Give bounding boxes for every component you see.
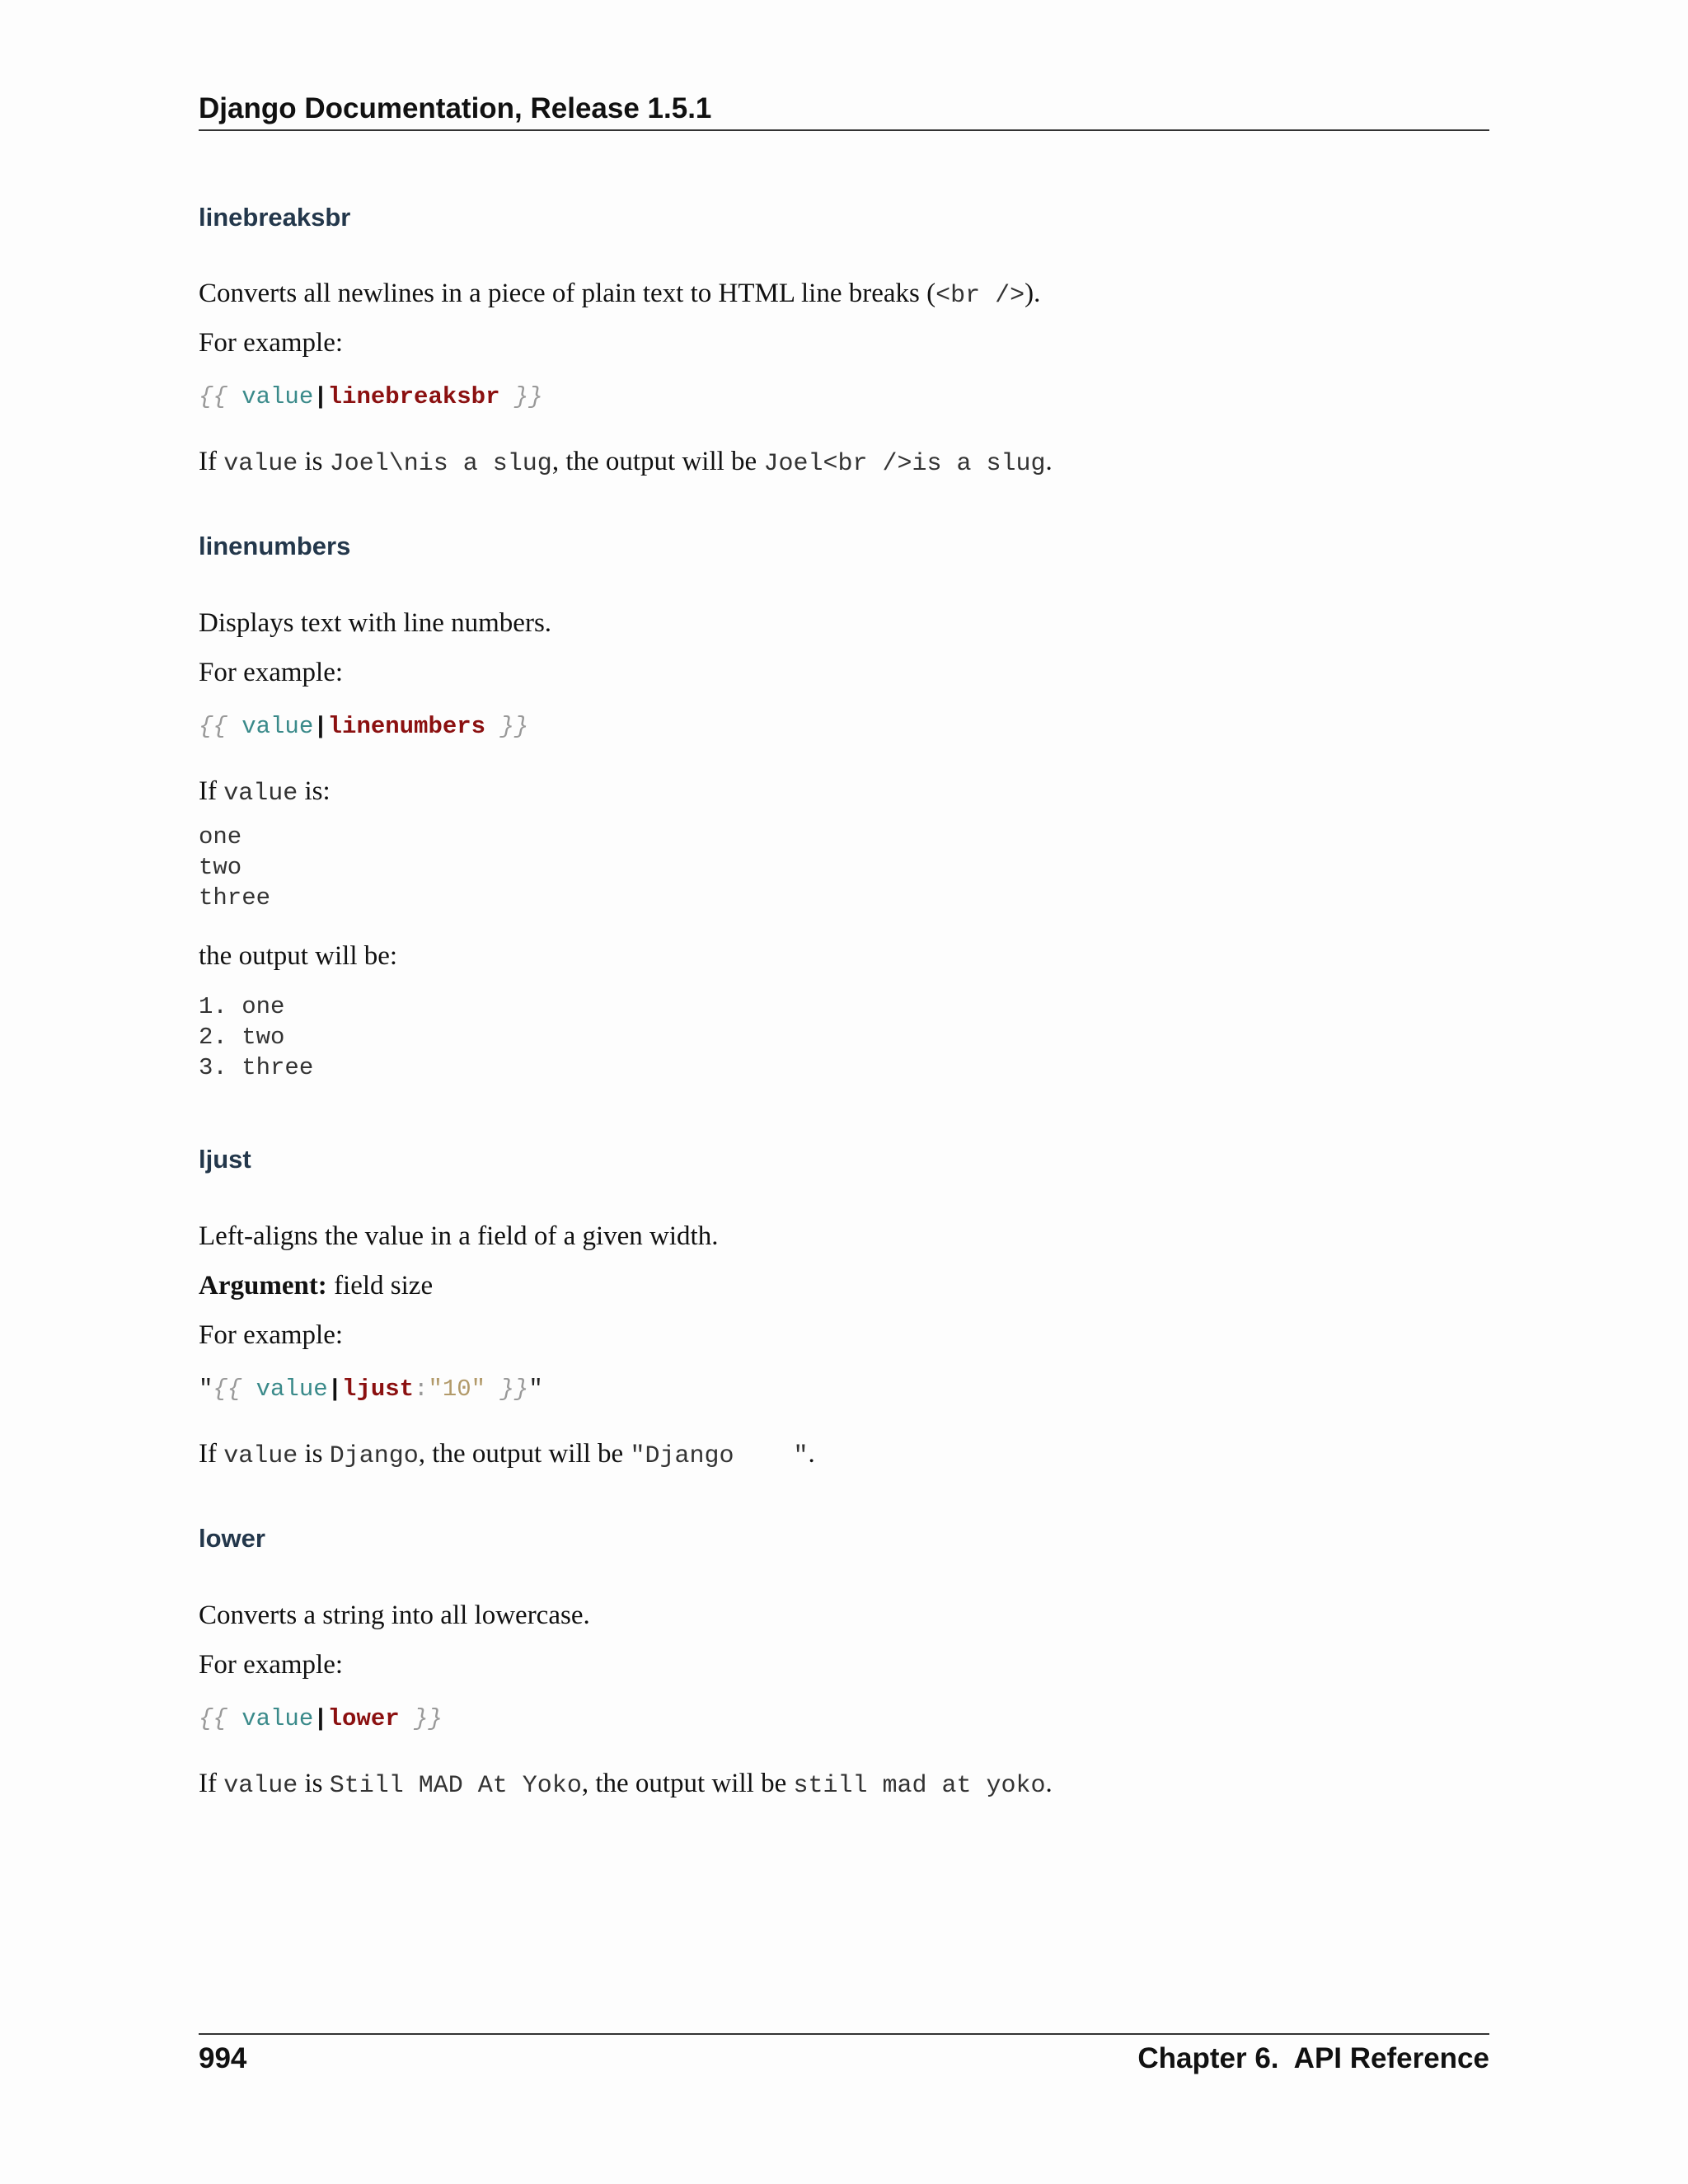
result-input: Django	[329, 1442, 419, 1470]
input-line: one	[199, 823, 242, 851]
result-end: .	[808, 1439, 815, 1469]
code-pipe: |	[313, 713, 328, 740]
header-rule	[199, 129, 1489, 131]
linenumbers-description: Displays text with line numbers.	[199, 608, 552, 638]
result-output-pre: , the output will be	[551, 447, 757, 476]
lower-description: Converts a string into all lowercase.	[199, 1601, 590, 1630]
is-text: is:	[304, 776, 331, 806]
result-is: is	[304, 1769, 323, 1798]
result-is: is	[304, 1439, 323, 1469]
result-if: If	[199, 1769, 217, 1798]
code-quote-close: "	[528, 1376, 543, 1403]
linebreaksbr-description	[199, 277, 1040, 312]
argument-label: Argument:	[199, 1271, 327, 1301]
code-var: value	[241, 383, 314, 410]
ljust-argument	[199, 1269, 433, 1302]
code-pipe: |	[313, 1705, 328, 1732]
result-var: value	[223, 1772, 298, 1800]
code-brace-close: }}	[499, 713, 529, 740]
lower-result	[199, 1767, 1053, 1802]
linebreaksbr-result	[199, 445, 1053, 480]
result-output-pre: , the output will be	[581, 1769, 787, 1798]
chapter-title: Chapter 6. API Reference	[1137, 2042, 1489, 2074]
linenumbers-if-value	[199, 775, 331, 810]
code-pipe: |	[327, 1376, 343, 1403]
code-filter: linebreaksbr	[327, 383, 500, 410]
result-output: "Django "	[630, 1442, 809, 1470]
code-brace-open: {{	[199, 383, 227, 410]
result-if: If	[199, 1439, 217, 1469]
result-end: .	[1045, 447, 1053, 476]
section-heading-ljust: ljust	[199, 1145, 251, 1174]
code-brace-close: }}	[499, 1376, 529, 1403]
ljust-description: Left-aligns the value in a field of a given width.	[199, 1221, 719, 1251]
code-filter: lower	[327, 1705, 400, 1732]
output-intro: the output will be:	[199, 941, 398, 971]
code-filter: ljust	[342, 1376, 415, 1403]
result-output-pre: , the output will be	[418, 1439, 624, 1469]
result-output: Joel<br />is a slug	[763, 450, 1046, 478]
section-heading-linebreaksbr: linebreaksbr	[199, 203, 351, 232]
if-text: If	[199, 776, 217, 806]
result-if: If	[199, 447, 217, 476]
for-example-label: For example:	[199, 1650, 344, 1680]
desc-text: Converts all newlines in a piece of plain text to HTML line breaks (	[199, 279, 936, 308]
code-var: value	[241, 713, 314, 740]
inline-code: <br />	[935, 282, 1025, 310]
ljust-result	[199, 1437, 815, 1473]
if-var: value	[223, 780, 298, 808]
code-colon: :	[414, 1376, 429, 1403]
for-example-label: For example:	[199, 1320, 344, 1350]
code-quote-open: "	[199, 1376, 213, 1403]
result-input: Still MAD At Yoko	[329, 1772, 582, 1800]
result-var: value	[223, 450, 298, 478]
for-example-label: For example:	[199, 658, 344, 687]
result-end: .	[1045, 1769, 1053, 1798]
result-is: is	[304, 447, 323, 476]
code-filter: linenumbers	[327, 713, 486, 740]
code-example-ljust	[199, 1374, 543, 1404]
argument-value: field size	[334, 1271, 434, 1301]
code-brace-close: }}	[513, 383, 543, 410]
section-heading-lower: lower	[199, 1524, 265, 1553]
code-example-linebreaksbr	[199, 382, 543, 412]
output-lines-block	[199, 991, 313, 1083]
footer-rule	[199, 2033, 1489, 2035]
page-header-title: Django Documentation, Release 1.5.1	[199, 92, 712, 124]
code-brace-close: }}	[414, 1705, 443, 1732]
code-example-lower	[199, 1704, 443, 1734]
input-line: three	[199, 884, 271, 912]
code-var: value	[256, 1376, 328, 1403]
code-brace-open: {{	[213, 1376, 242, 1403]
output-line: 1. one	[199, 993, 285, 1020]
code-brace-open: {{	[199, 1705, 227, 1732]
code-pipe: |	[313, 383, 328, 410]
output-line: 3. three	[199, 1054, 314, 1081]
result-output: still mad at yoko	[793, 1772, 1046, 1800]
desc-text: ).	[1025, 279, 1041, 308]
code-brace-open: {{	[199, 713, 227, 740]
code-var: value	[241, 1705, 314, 1732]
code-example-linenumbers	[199, 711, 528, 742]
code-arg-string: "10"	[428, 1376, 486, 1403]
input-lines-block	[199, 822, 270, 913]
result-var: value	[223, 1442, 298, 1470]
page-number: 994	[199, 2042, 247, 2074]
for-example-label: For example:	[199, 328, 344, 358]
result-input: Joel\nis a slug	[329, 450, 552, 478]
input-line: two	[199, 854, 242, 881]
section-heading-linenumbers: linenumbers	[199, 532, 351, 560]
output-line: 2. two	[199, 1024, 285, 1051]
